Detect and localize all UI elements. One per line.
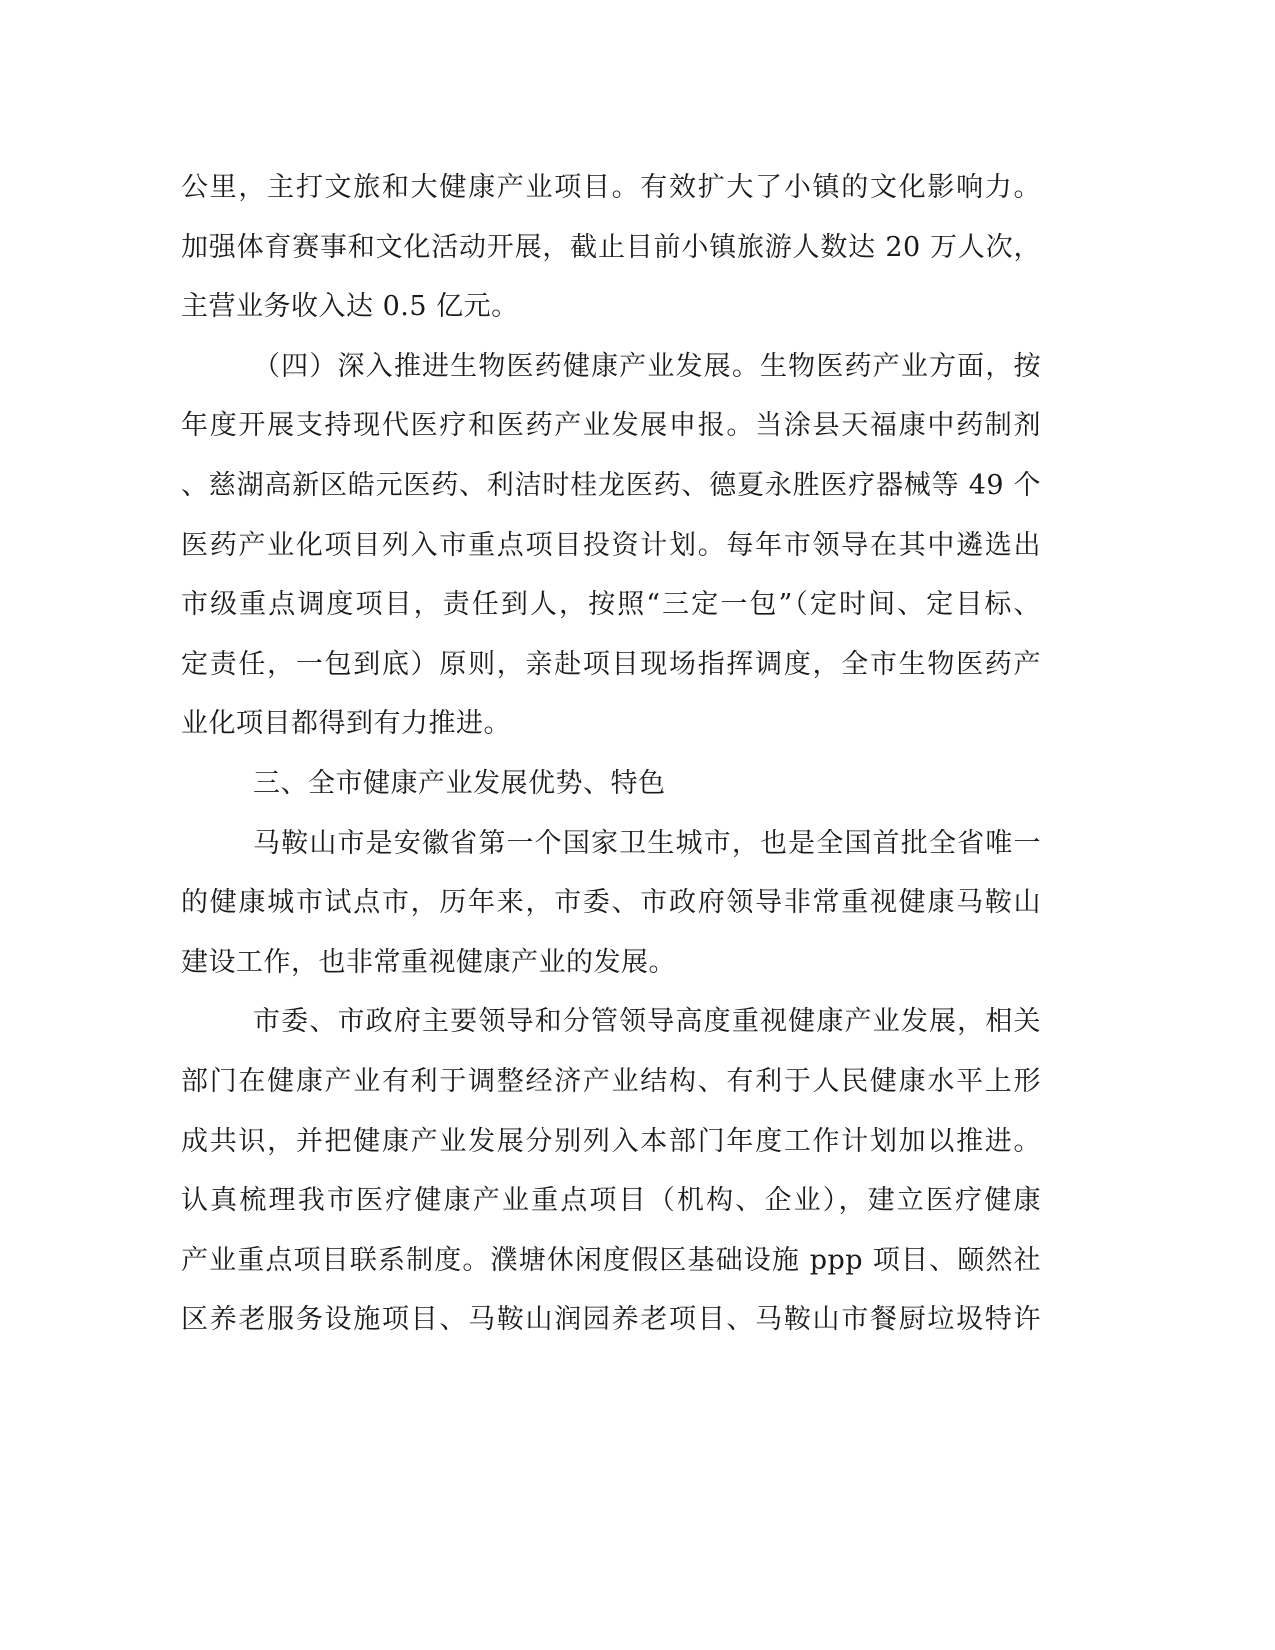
text-line: 部门在健康产业有利于调整经济产业结构、有利于人民健康水平上形 — [181, 1065, 1041, 1097]
body-text — [181, 158, 1041, 1350]
text-line: 建设工作，也非常重视健康产业的发展。 — [181, 946, 676, 978]
text-line: 三、全市健康产业发展优势、特色 — [253, 767, 666, 799]
text-line: 医药产业化项目列入市重点项目投资计划。每年市领导在其中遴选出 — [181, 529, 1041, 561]
text-line: 产业重点项目联系制度。濮塘休闲度假区基础设施 ppp 项目、颐然社 — [181, 1244, 1041, 1276]
text-line: 业化项目都得到有力推进。 — [181, 708, 511, 740]
text-line: 市级重点调度项目，责任到人，按照“三定一包”（定时间、定目标、 — [181, 589, 1041, 621]
text-line: 认真梳理我市医疗健康产业重点项目（机构、企业），建立医疗健康 — [181, 1185, 1041, 1217]
text-line: 区养老服务设施项目、马鞍山润园养老项目、马鞍山市餐厨垃圾特许 — [181, 1304, 1041, 1336]
text-line: 成共识，并把健康产业发展分别列入本部门年度工作计划加以推进。 — [181, 1125, 1041, 1157]
text-line: 、慈湖高新区皓元医药、利洁时桂龙医药、德夏永胜医疗器械等 49 个 — [181, 469, 1041, 501]
text-line: 马鞍山市是安徽省第一个国家卫生城市，也是全国首批全省唯一 — [253, 827, 1041, 859]
text-line: 定责任，一包到底）原则，亲赴项目现场指挥调度，全市生物医药产 — [181, 648, 1041, 680]
text-line: 加强体育赛事和文化活动开展，截止目前小镇旅游人数达 20 万人次， — [181, 231, 1041, 263]
text-line: 年度开展支持现代医疗和医药产业发展申报。当涂县天福康中药制剂 — [181, 410, 1041, 442]
text-line: （四）深入推进生物医药健康产业发展。生物医药产业方面，按 — [253, 350, 1041, 382]
text-line: 市委、市政府主要领导和分管领导高度重视健康产业发展，相关 — [253, 1006, 1041, 1038]
text-line: 公里，主打文旅和大健康产业项目。有效扩大了小镇的文化影响力。 — [181, 172, 1041, 203]
text-line: 的健康城市试点市，历年来，市委、市政府领导非常重视健康马鞍山 — [181, 887, 1041, 919]
text-line: 主营业务收入达 0.5 亿元。 — [181, 291, 519, 323]
